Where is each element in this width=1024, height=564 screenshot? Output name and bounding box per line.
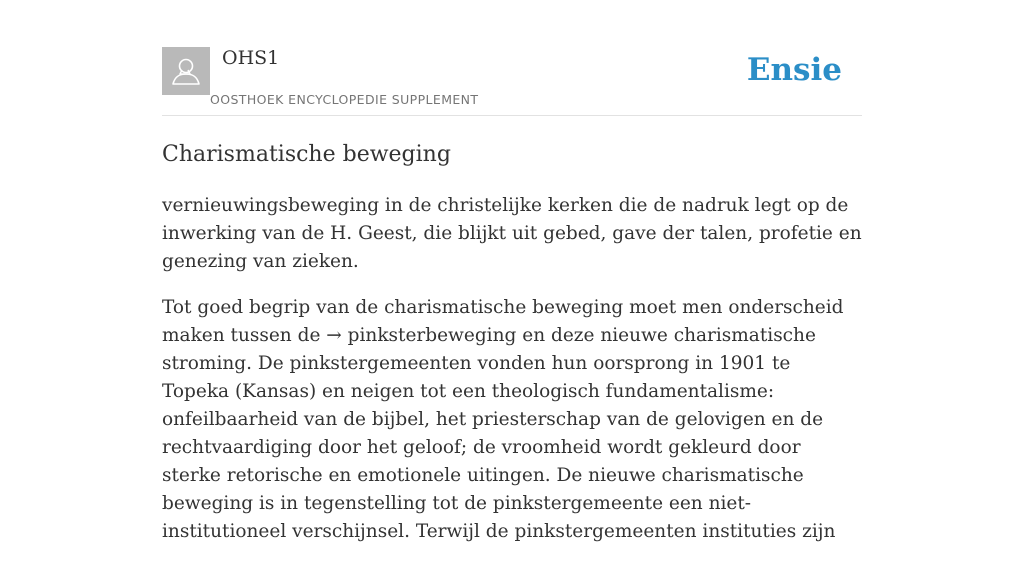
article-paragraph-2	[162, 294, 862, 546]
user-avatar-icon[interactable]	[162, 47, 210, 95]
article-body	[162, 192, 862, 564]
source-header	[162, 45, 862, 116]
source-name-link[interactable]: OHS1	[222, 47, 280, 69]
article-paragraph-1: vernieuwingsbeweging in de christelijke kerken die de nadruk legt op de inwerking van de H. Geest, die blijkt uit gebed, gave der talen, profetie en genezing van zieken.	[162, 195, 862, 272]
source-subtitle-link[interactable]: OOSTHOEK ENCYCLOPEDIE SUPPLEMENT	[210, 92, 479, 107]
page-title: Charismatische beweging	[162, 142, 451, 167]
ensie-logo-link[interactable]: Ensie	[746, 52, 842, 88]
paragraph-text: Tot goed begrip van de charismatische beweging moet men onderscheid maken tussen de	[162, 297, 844, 346]
paragraph-text: en deze nieuwe charismatische stroming. De pinkstergemeenten vonden hun oorsprong in 1901 te Topeka (Kansas) en neigen tot een theologisch fundamentalisme: onfeilbaarheid van de bijbel, het priesterschap van de gelovigen en de rechtvaardiging door het geloof; de vroomheid wordt gekleurd door sterke retorische en emotionele uitingen. De nieuwe charismatische beweging is in tegenstelling tot de pinkstergemeente een niet-institutioneel verschijnsel. Terwijl de pinkstergemeenten instituties zijn	[162, 325, 836, 542]
pinksterbeweging-link[interactable]: → pinksterbeweging	[326, 325, 517, 346]
